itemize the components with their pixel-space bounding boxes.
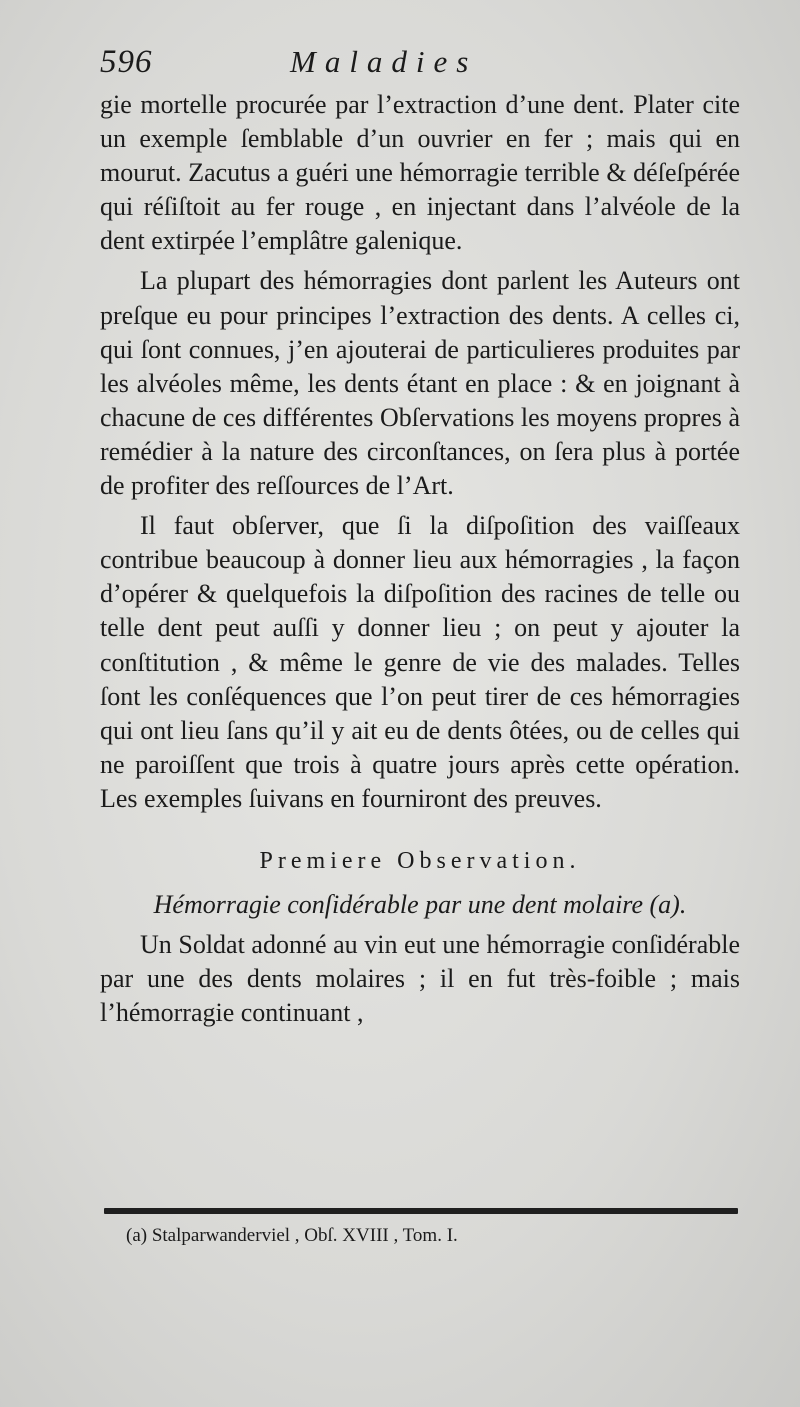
observation-subtitle: Hémorragie conſidérable par une dent molaire (a).: [153, 889, 687, 919]
running-head: Maladies: [290, 44, 478, 79]
paragraph-continued: gie mortelle procurée par l’extraction d’une dent. Plater cite un exemple ſemblable d’un ouvrier en fer ; mais qui en mourut. Zacutus a guéri une hémorragie terrible & déſeſpérée qui réſiſtoit au fer rouge , en injectant dans l’alvéole de la dent extirpée l’emplâtre galenique.: [100, 90, 740, 256]
page-header: [98, 42, 738, 90]
footnote: (a) Stalparwanderviel , Obſ. XVIII , Tom. I.: [126, 1225, 458, 1246]
page-number: 596: [100, 44, 153, 80]
paragraph-final: Un Soldat adonné au vin eut une hémorragie conſidérable par une des dents molaires ; il en fut très-foible ; mais l’hémorragie continuant ,: [100, 929, 740, 1028]
footnote-divider: [104, 1208, 738, 1214]
paragraph: La plupart des hémorragies dont parlent les Auteurs ont preſque eu pour principes l’extraction des dents. A celles ci, qui ſont connues, j’en ajouterai de particulieres produites par les alvéoles même, les dents étant en place : & en joignant à chacune de ces différentes Obſervations les moyens propres à remédier à la nature des circonſtances, on ſera plus à portée de profiter des reſſources de l’Art.: [100, 266, 740, 501]
main-text: [100, 88, 740, 1030]
observation-title: Premiere Observation.: [259, 847, 581, 874]
paragraph: Il faut obſerver, que ſi la diſpoſition des vaiſſeaux contribue beaucoup à donner lieu aux hémorragies , la façon d’opérer & quelquefois la diſpoſition des racines de telle ou telle dent peut auſſi y donner lieu ; on peut y ajouter la conſtitution , & même le genre de vie des malades. Telles ſont les conſéquences que l’on peut tirer de ces hémorragies qui ont lieu ſans qu’il y ait eu de dents ôtées, ou de celles qui ne paroiſſent que trois à quatre jours après cette opération. Les exemples ſuivans en fourniront des preuves.: [100, 511, 740, 813]
